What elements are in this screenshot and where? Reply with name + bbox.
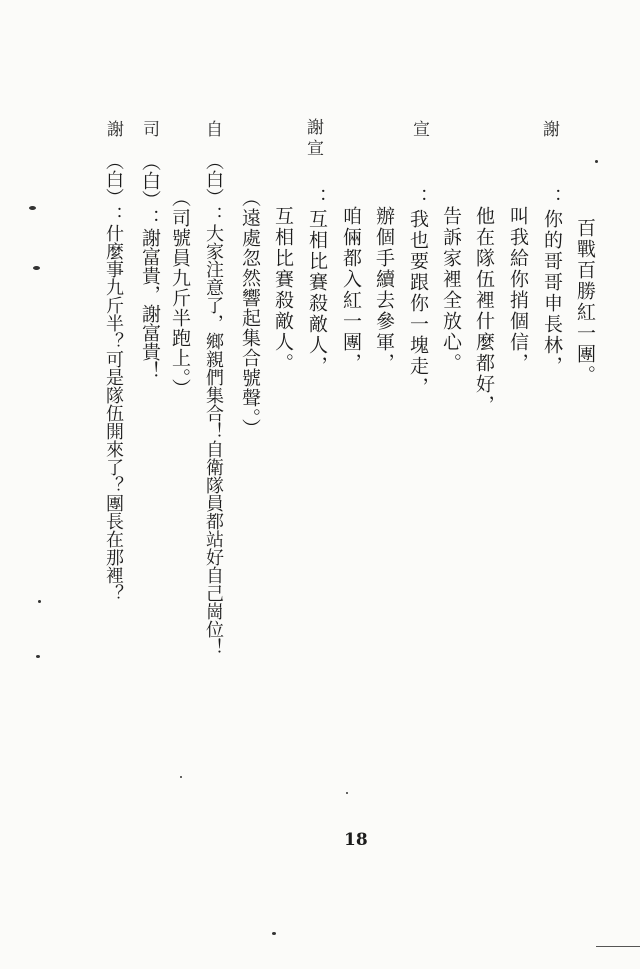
scan-speck bbox=[180, 776, 182, 778]
speaker-label: 謝宣 bbox=[303, 118, 323, 160]
lyric-line: 百戰百勝紅一團。 bbox=[574, 218, 596, 386]
scan-speck bbox=[272, 932, 276, 935]
lyric-line: 辦個手續去參軍， bbox=[373, 206, 395, 374]
lyric-line: ：我也要跟你一塊走， bbox=[407, 188, 429, 398]
lyric-line: 他在隊伍裡什麼都好， bbox=[473, 206, 495, 416]
lyric-line: 咱倆都入紅一團， bbox=[340, 206, 362, 374]
stage-direction: （司號員九斤半跑上。） bbox=[169, 188, 191, 399]
lyric-line: 告訴家裡全放心。 bbox=[440, 206, 462, 374]
speaker-label: 謝 bbox=[103, 120, 123, 141]
dialogue-line: （白）：謝富貴，謝富貴！ bbox=[139, 152, 161, 380]
scan-speck bbox=[29, 206, 36, 210]
speaker-label: 宣 bbox=[409, 120, 429, 141]
scan-speck bbox=[36, 655, 40, 658]
stage-direction: （遠處忽然響起集合號聲。） bbox=[239, 188, 261, 439]
speaker-label: 司 bbox=[139, 120, 159, 141]
speaker-label: 自 bbox=[202, 120, 222, 141]
lyric-line: 叫我給你捎個信， bbox=[507, 206, 529, 374]
lyric-line: ：互相比賽殺敵人， bbox=[306, 188, 328, 377]
dialogue-line: （白）：什麼事九斤半？可是隊伍開來了？團長在那裡？ bbox=[103, 152, 124, 602]
scan-rule bbox=[596, 946, 640, 947]
lyric-line: 互相比賽殺敵人。 bbox=[272, 206, 294, 374]
speaker-label: 謝 bbox=[539, 120, 559, 141]
scan-speck bbox=[346, 792, 348, 794]
dialogue-line: （白）：大家注意了，鄉親們集合！自衛隊員都站好自己崗位！ bbox=[203, 152, 224, 656]
scan-speck bbox=[38, 600, 41, 603]
page-number: 18 bbox=[344, 830, 368, 850]
scan-speck bbox=[33, 266, 40, 270]
scan-speck bbox=[595, 160, 598, 163]
lyric-line: ：你的哥哥申長林， bbox=[541, 188, 563, 377]
